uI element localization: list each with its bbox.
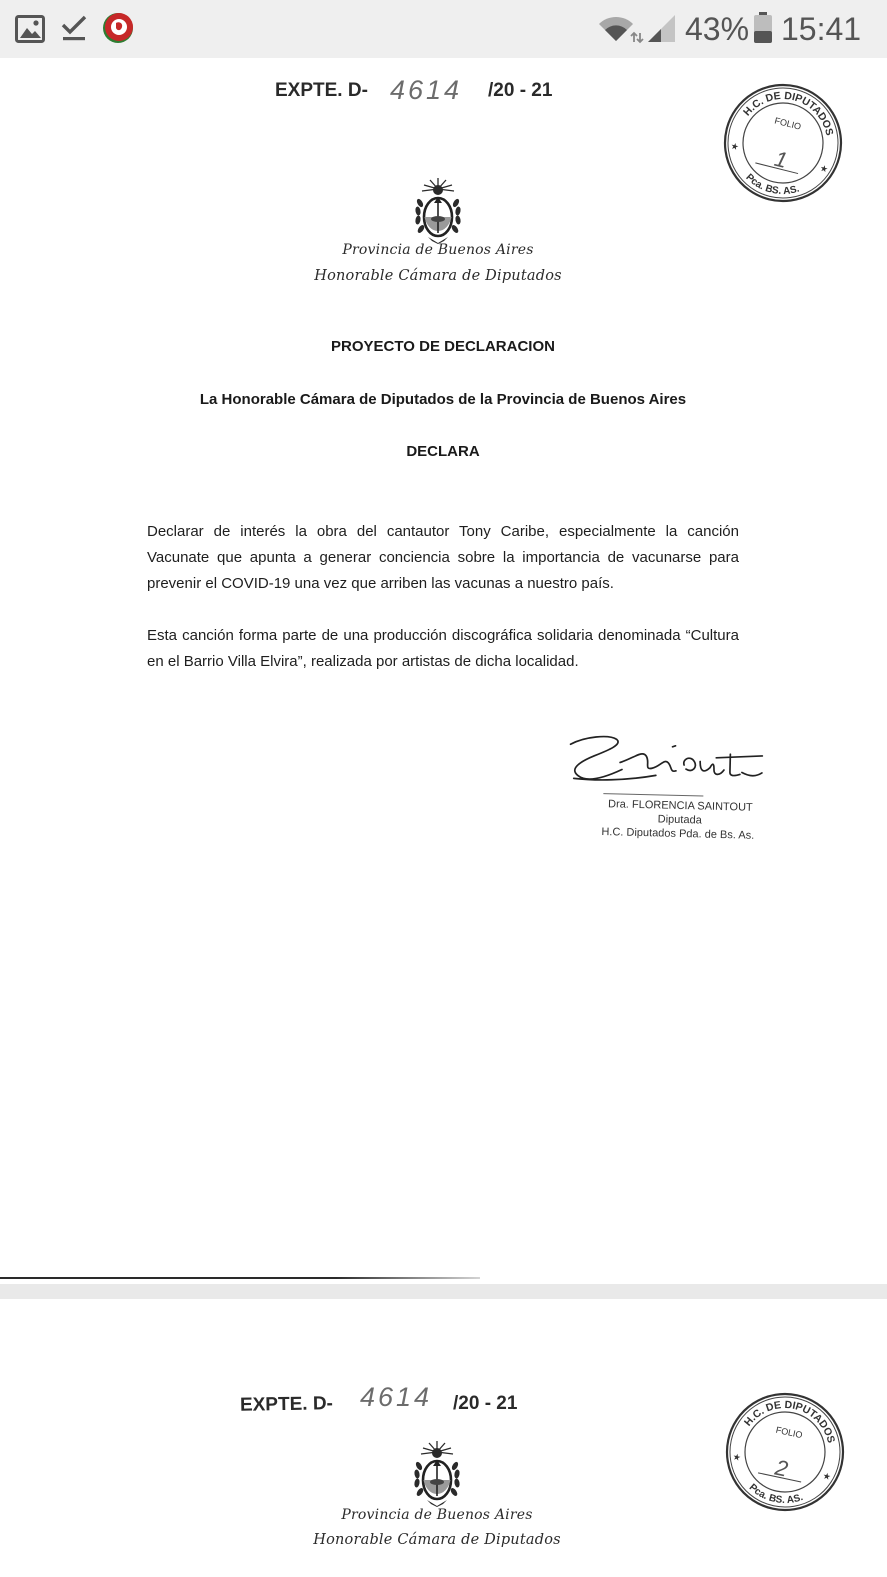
paragraph-line: Declarar de interés la obra del cantautor Tony Caribe, especialmente la canción <box>147 523 739 540</box>
signal-icon <box>646 13 676 43</box>
declara-heading: DECLARA <box>406 443 480 460</box>
stamp-bottom-text: Pca. BS. AS. <box>746 1482 805 1507</box>
paragraph-line: Esta canción forma parte de una producción discográfica solidaria denominada “Cultura <box>147 627 739 644</box>
folio-stamp <box>721 81 845 205</box>
expediente-number-handwritten: 4614 <box>360 1382 433 1412</box>
stamp-star-left: ★ <box>731 1452 742 1464</box>
status-bar <box>0 0 887 58</box>
coat-of-arms-icon <box>409 1440 465 1508</box>
paragraph-line: en el Barrio Villa Elvira”, realizada por artistas de dicha localidad. <box>147 653 579 670</box>
expediente-prefix: EXPTE. D- <box>275 80 368 101</box>
expediente-suffix: /20 - 21 <box>488 80 553 101</box>
paragraph-line: Vacunate que apunta a generar conciencia sobre la importancia de vacunarse para <box>147 549 739 566</box>
stamp-folio-label: FOLIO <box>773 115 803 132</box>
paragraph-line: prevenir el COVID-19 una vez que arriben las vacunas a nuestro país. <box>147 575 614 592</box>
battery-icon <box>753 12 773 44</box>
coat-of-arms-icon <box>410 177 466 245</box>
stamp-bottom-text: Pca. BS. AS. <box>743 171 801 198</box>
stamp-folio-number-handwritten: 1 <box>771 145 790 174</box>
document-viewer[interactable] <box>0 58 887 1577</box>
letterhead-chamber: Honorable Cámara de Diputados <box>313 1532 561 1548</box>
handwritten-signature <box>563 728 769 795</box>
signer-role: Diputada <box>657 813 702 827</box>
chamber-heading: La Honorable Cámara de Diputados de la Provincia de Buenos Aires <box>199 391 687 408</box>
document-title: PROYECTO DE DECLARACION <box>331 338 555 355</box>
stamp-folio-number-handwritten: 2 <box>772 1454 791 1482</box>
stamp-top-text: H.C. DE DIPUTADOS <box>741 89 836 137</box>
svg-text:Pca. BS. AS. <box>741 171 803 203</box>
signer-name: Dra. FLORENCIA SAINTOUT <box>607 798 753 814</box>
stamp-top-text: H.C. DE DIPUTADOS <box>741 1398 837 1445</box>
wifi-icon <box>598 12 644 44</box>
letterhead-province: Provincia de Buenos Aires <box>341 1507 533 1523</box>
app-notification-icon <box>102 12 134 44</box>
document-page-1 <box>0 58 887 1284</box>
expediente-suffix: /20 - 21 <box>453 1393 518 1414</box>
gallery-icon <box>15 15 45 43</box>
download-complete-icon <box>60 14 88 42</box>
page-edge-line <box>0 1277 480 1279</box>
document-page-2 <box>0 1299 887 1577</box>
signer-institution: H.C. Diputados Pda. de Bs. As. <box>601 826 755 842</box>
stamp-star-right: ★ <box>821 1471 832 1483</box>
expediente-number-handwritten: 4614 <box>390 75 463 105</box>
clock: 15:41 <box>781 11 862 47</box>
folio-stamp <box>723 1390 847 1514</box>
signature-block <box>557 726 780 851</box>
battery-percent: 43% <box>685 11 750 47</box>
signature-line <box>603 793 703 796</box>
letterhead-province: Provincia de Buenos Aires <box>342 242 534 258</box>
stamp-star-left: ★ <box>729 141 740 154</box>
expediente-prefix: EXPTE. D- <box>239 1393 334 1416</box>
stamp-rings <box>723 1390 847 1514</box>
stamp-star-right: ★ <box>818 163 829 176</box>
stamp-folio-label: FOLIO <box>774 1424 804 1441</box>
letterhead-chamber: Honorable Cámara de Diputados <box>314 268 562 284</box>
stamp-rings <box>721 81 845 205</box>
